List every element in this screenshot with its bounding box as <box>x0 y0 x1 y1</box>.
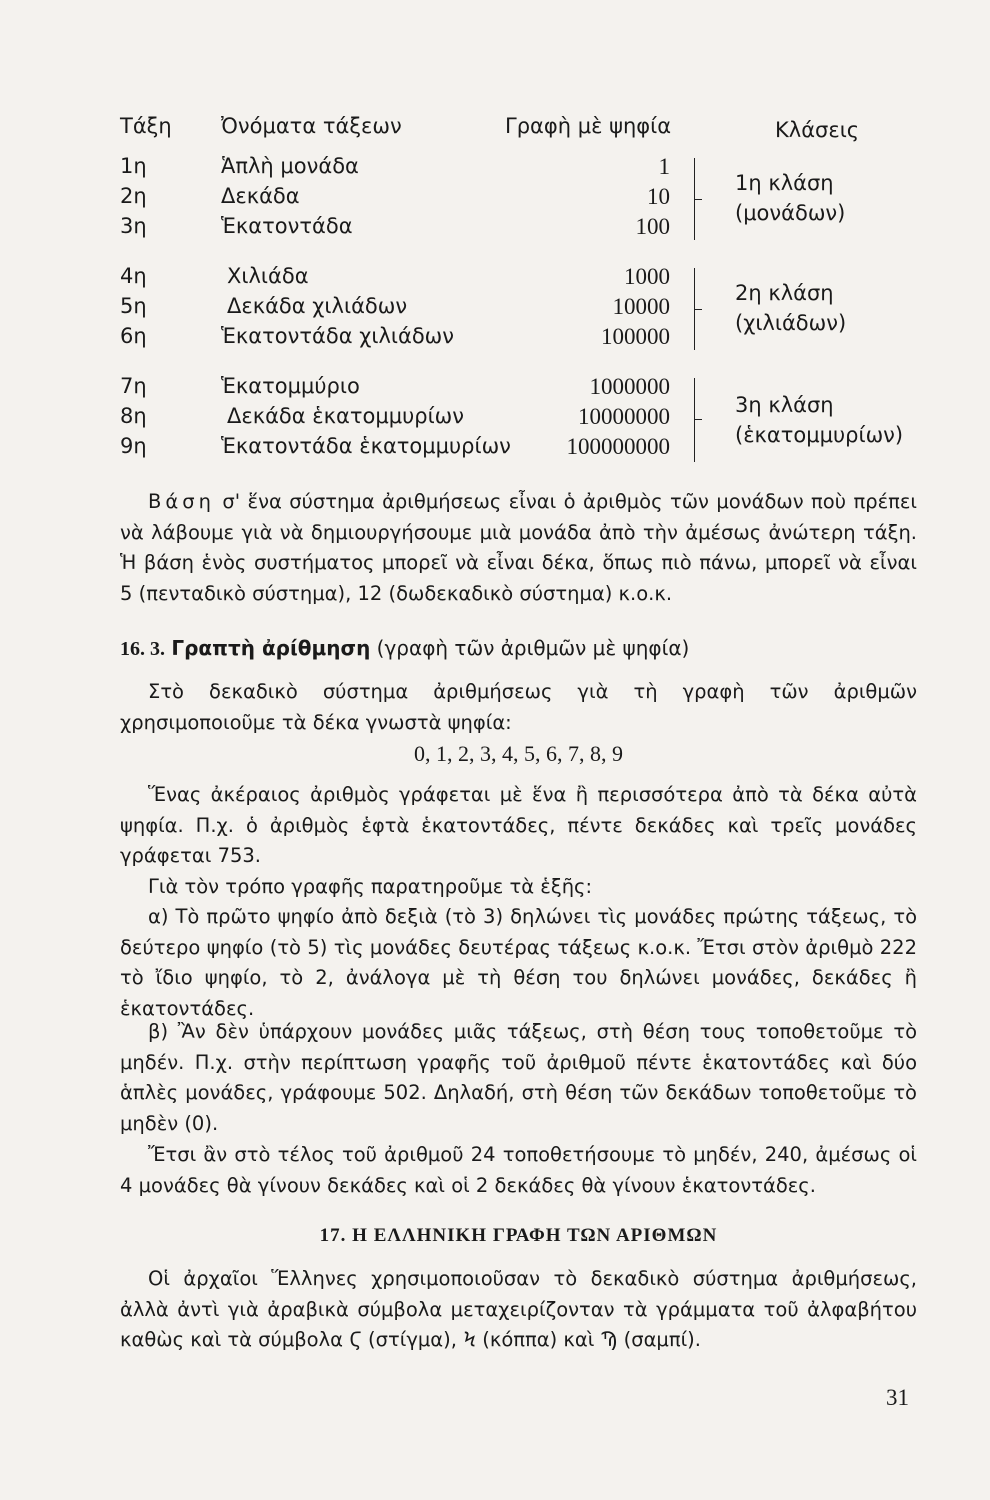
base-term: Βάση <box>148 490 215 513</box>
class-label: 1η κλάση <box>735 171 834 195</box>
greek-numerals-paragraph: Οἱ ἀρχαῖοι Ἕλληνες χρησιμοποιοῦσαν τὸ δεκαδικὸ σύστημα ἀριθμήσεως, ἀλλὰ ἀντὶ γιὰ ἀραβικὰ σύμβολα μεταχειρίζονταν τὰ γράμματα τοῦ ἀλφαβήτου καθὼς καὶ τὰ σύμβολα Ϛ (στίγμα), Ϟ (κόππα) καὶ Ϡ (σαμπί). <box>120 1267 917 1352</box>
point-a-paragraph: α) Τὸ πρῶτο ψηφίο ἀπὸ δεξιὰ (τὸ 3) δηλώνει τὶς μονάδες πρώτης τάξεως, τὸ δεύτερο ψηφίο (τὸ 5) τὶς μονάδες δευτέρας τάξεως κ.ο.κ. Ἔτσι στὸν ἀριθμὸ 222 τὸ ἴδιο ψηφίο, τὸ 2, ἀνάλογα μὲ τὴ θέση του δηλώνει μονάδες, δεκάδες ἢ ἑκατοντάδες. <box>120 905 917 1020</box>
row-value: 100000000 <box>566 434 670 459</box>
row-order: 7η <box>120 374 147 398</box>
base-text: σ' ἕνα σύστημα ἀριθμήσεως εἶναι ὁ ἀριθμὸς τῶν μονάδων ποὺ πρέπει νὰ λάβουμε γιὰ νὰ δημιουργήσουμε μιὰ μονάδα ἀπὸ τὴν ἀμέσως ἀνώτερη τάξη. Ἡ βάση ἑνὸς συστήματος μπορεῖ νὰ εἶναι δέκα, ὅπως πιὸ πάνω, μπορεῖ νὰ εἶναι 5 (πενταδικὸ σύστημα), 12 (δωδεκαδικὸ σύστημα) κ.ο.κ. <box>120 490 917 605</box>
header-classes: Κλάσεις <box>775 118 860 142</box>
class-sublabel: (χιλιάδων) <box>735 311 847 335</box>
brace-tick <box>694 419 702 420</box>
row-value: 10 <box>647 184 670 209</box>
header-order: Τάξη <box>120 114 172 138</box>
row-name: Ἑκατοντάδα <box>221 214 353 238</box>
brace-tick <box>694 309 702 310</box>
row-name: Δεκάδα <box>221 184 300 208</box>
row-name: Ἑκατοντάδα ἑκατομμυρίων <box>221 434 511 458</box>
point-b-paragraph: β) Ἂν δὲν ὑπάρχουν μονάδες μιᾶς τάξεως, στὴ θέση τους τοποθετοῦμε τὸ μηδέν. Π.χ. στὴν περίπτωση γραφῆς τοῦ ἀριθμοῦ πέντε ἑκατοντάδες καὶ δύο ἁπλὲς μονάδες, γράφουμε 502. Δηλαδή, στὴ θέση τῶν δεκάδων τοποθετοῦμε τὸ μηδὲν (0). <box>120 1020 917 1135</box>
row-name: Ἑκατοντάδα χιλιάδων <box>221 324 454 348</box>
row-order: 5η <box>120 294 147 318</box>
section-subtitle: (γραφὴ τῶν ἀριθμῶν μὲ ψηφία) <box>376 636 690 660</box>
row-order: 8η <box>120 404 147 428</box>
header-digits: Γραφὴ μὲ ψηφία <box>505 114 672 138</box>
row-order: 3η <box>120 214 147 238</box>
class-label: 2η κλάση <box>735 281 834 305</box>
row-order: 4η <box>120 264 147 288</box>
row-name: Δεκάδα ἑκατομμυρίων <box>227 404 464 428</box>
section-title: Γραπτὴ ἀρίθμηση <box>171 636 371 660</box>
header-names: Ὀνόματα τάξεων <box>221 114 402 138</box>
section-number: 16. 3. <box>120 638 165 660</box>
row-order: 6η <box>120 324 147 348</box>
row-value: 1000000 <box>589 374 670 399</box>
page-number: 31 <box>886 1385 909 1410</box>
row-name: Ἑκατομμύριο <box>221 374 360 398</box>
row-name: Χιλιάδα <box>227 264 309 288</box>
row-order: 1η <box>120 154 147 178</box>
notes-paragraph: Γιὰ τὸν τρόπο γραφῆς παρατηροῦμε τὰ ἑξῆς: <box>148 875 593 898</box>
class-label: 3η κλάση <box>735 393 834 417</box>
row-value: 100000 <box>601 324 670 349</box>
zero-example-paragraph: Ἔτσι ἂν στὸ τέλος τοῦ ἀριθμοῦ 24 τοποθετήσουμε τὸ μηδέν, 240, ἀμέσως οἱ 4 μονάδες θὰ γίνουν δεκάδες καὶ οἱ 2 δεκάδες θὰ γίνουν ἑκατοντάδες. <box>120 1143 917 1197</box>
row-value: 1 <box>658 154 670 179</box>
row-name: Ἁπλὴ μονάδα <box>221 154 359 178</box>
row-name: Δεκάδα χιλιάδων <box>227 294 408 318</box>
digits-intro-paragraph: Στὸ δεκαδικὸ σύστημα ἀριθμήσεως γιὰ τὴ γραφὴ τῶν ἀριθμῶν χρησιμοποιοῦμε τὰ δέκα γνωστὰ ψηφία: <box>120 680 917 734</box>
row-value: 10000000 <box>578 404 670 429</box>
digits-list: 0, 1, 2, 3, 4, 5, 6, 7, 8, 9 <box>414 741 623 766</box>
row-value: 10000 <box>612 294 670 319</box>
row-order: 9η <box>120 434 147 458</box>
integer-paragraph: Ἕνας ἀκέραιος ἀριθμὸς γράφεται μὲ ἕνα ἢ περισσότερα ἀπὸ τὰ δέκα αὐτὰ ψηφία. Π.χ. ὁ ἀριθμὸς ἑφτὰ ἑκατοντάδες, πέντε δεκάδες καὶ τρεῖς μονάδες γράφεται 753. <box>120 783 917 868</box>
class-sublabel: (ἑκατομμυρίων) <box>735 423 904 447</box>
row-value: 100 <box>635 214 670 239</box>
base-paragraph <box>120 487 917 609</box>
class-sublabel: (μονάδων) <box>735 201 846 225</box>
row-order: 2η <box>120 184 147 208</box>
section-17-heading: 17. Η ΕΛΛΗΝΙΚΗ ΓΡΑΦΗ ΤΩΝ ΑΡΙΘΜΩΝ <box>319 1225 718 1246</box>
class-brace <box>682 378 695 462</box>
brace-tick <box>694 199 702 200</box>
section-16-heading <box>120 633 917 665</box>
row-value: 1000 <box>624 264 670 289</box>
